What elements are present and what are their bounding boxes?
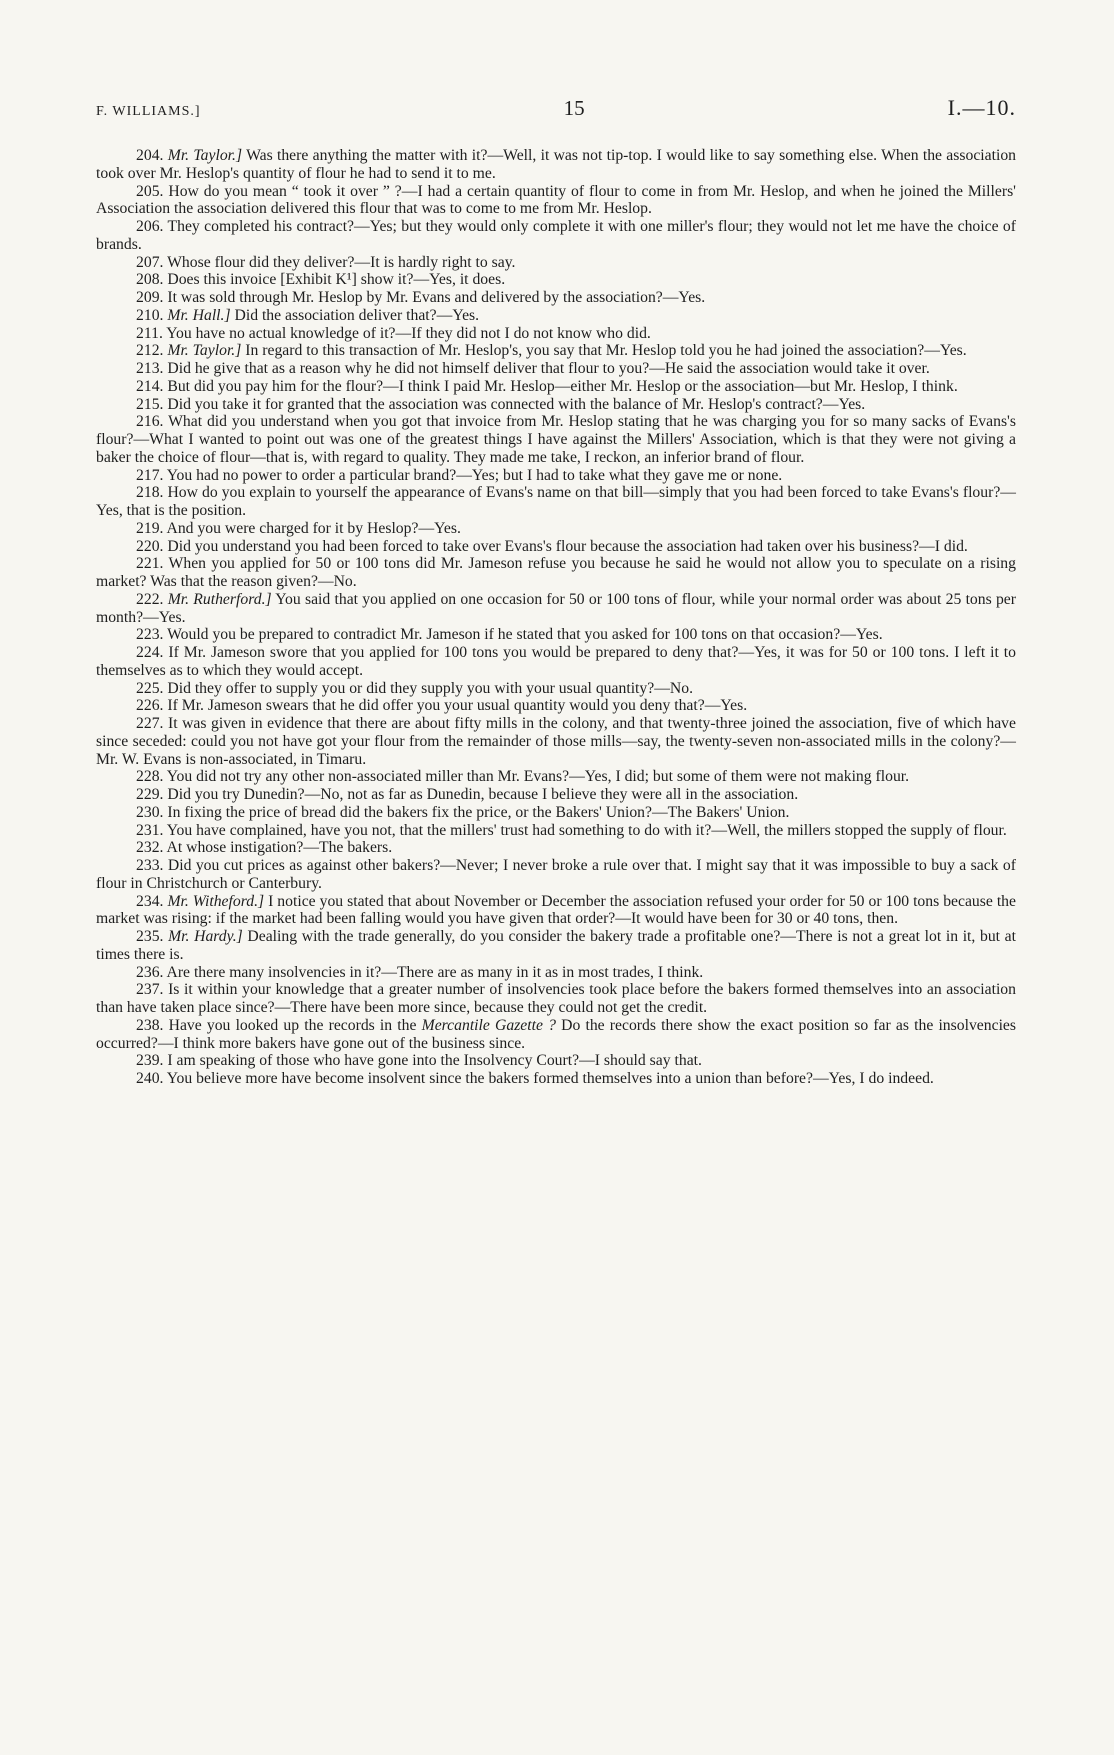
entry-number: 227. <box>136 715 164 732</box>
testimony-entry <box>96 271 1016 289</box>
entry-number: 219. <box>136 519 164 537</box>
entry-number: 209. <box>136 289 164 306</box>
entry-text: Did you understand you had been forced to take over Evans's flour because the association had taken over his business?—I did. <box>163 537 968 555</box>
testimony-entry <box>96 1017 1016 1053</box>
entry-number: 213. <box>136 360 164 377</box>
entry-number: 231. <box>136 821 164 839</box>
entry-text: Dealing with the trade generally, do you consider the bakery trade a profitable one?—There is not a great lot in it, but at times there is. <box>96 928 1016 963</box>
testimony-entry <box>96 342 1016 360</box>
speaker-name: Mr. Rutherford.] <box>167 590 272 608</box>
entry-number: 215. <box>136 395 164 413</box>
entry-text: Does this invoice [Exhibit K¹] show it?—Yes, it does. <box>163 271 506 289</box>
entry-number: 226. <box>136 697 164 715</box>
entry-number: 230. <box>136 803 164 821</box>
entry-number: 204. <box>136 147 164 164</box>
entry-text: In fixing the price of bread did the bakers fix the price, or the Bakers' Union?—The Bakers' Union. <box>163 803 790 821</box>
testimony-entry <box>96 680 1016 698</box>
entry-text: If Mr. Jameson swore that you applied for 100 tons you would be prepared to deny that?—Yes, it was for 50 or 100 tons. I left it to themselves as to which they would accept. <box>96 644 1016 679</box>
speaker-name: Mr. Hall.] <box>167 306 231 324</box>
testimony-entry <box>96 591 1016 627</box>
entry-text: How do you mean “ took it over ” ?—I had a certain quantity of flour to come in from Mr. Heslop, and when he joined the Millers' Association the association delivered this flour that was to come to me from Mr. Heslop. <box>96 182 1016 218</box>
testimony-entry <box>96 413 1016 466</box>
entry-text: Was there anything the matter with it?—Well, it was not tip-top. I would like to say something else. When the association took over Mr. Heslop's quantity of flour he had to send it to me. <box>96 147 1017 182</box>
entry-text: I notice you stated that about November or December the association refused your order for 50 or 100 tons because the market was rising: if the market had been falling would you have given that order?—It would have been for 30 or 40 tons, then. <box>96 892 1016 928</box>
testimony-entry <box>96 786 1016 804</box>
testimony-entry <box>96 928 1016 964</box>
entry-number: 218. <box>136 484 164 502</box>
speaker-name: Mr. Witheford.] <box>167 892 265 910</box>
entry-number: 225. <box>136 679 164 697</box>
speaker-name: Mr. Hardy.] <box>168 928 243 945</box>
entry-text: Did the association deliver that?—Yes. <box>230 306 480 324</box>
entry-text: It was given in evidence that there are about fifty mills in the colony, and that twenty-three joined the association, five of which have since seceded: could you not have got your flour from the remainder of those mills—say, the twenty-seven non-associated mills in the colony?—Mr. W. Evans is non-associated, in Timaru. <box>96 715 1016 768</box>
testimony-entry <box>96 520 1016 538</box>
testimony-entry <box>96 1052 1016 1070</box>
entry-text: Are there many insolvencies in it?—There are as many in it as in most trades, I think. <box>163 963 704 981</box>
header-witness-name: F. WILLIAMS.] <box>96 104 201 119</box>
entry-number: 228. <box>136 768 164 786</box>
entry-number: 207. <box>136 253 164 271</box>
entry-text-continued: Do the records there show the exact position so far as the insolvencies occurred?—I think more bakers have gone out of the business since. <box>96 1016 1016 1052</box>
testimony-entry <box>96 484 1016 520</box>
entry-text: Is it within your knowledge that a greater number of insolvencies took place before the bakers formed themselves into an association than have taken place since?—There have been more since, because they could not get the credit. <box>96 981 1016 1016</box>
entry-text: They completed his contract?—Yes; but they would only complete it with one miller's flour; they would not let me have the choice of brands. <box>96 218 1016 253</box>
document-page <box>96 95 1016 1088</box>
testimony-entry <box>96 307 1016 325</box>
entry-text: Would you be prepared to contradict Mr. Jameson if he stated that you asked for 100 tons on that occasion?—Yes. <box>163 626 883 644</box>
entry-number: 220. <box>136 537 164 555</box>
entry-number: 233. <box>136 857 164 874</box>
testimony-entry <box>96 1070 1016 1088</box>
testimony-entry <box>96 981 1016 1017</box>
entry-number: 234. <box>136 892 164 910</box>
entry-text: In regard to this transaction of Mr. Heslop's, you say that Mr. Heslop told you he had joined the association?—Yes. <box>241 342 967 360</box>
page-number: 15 <box>563 96 585 120</box>
entry-text: You have complained, have you not, that the millers' trust had something to do with it?—Well, the millers stopped the supply of flour. <box>163 821 1007 839</box>
document-reference: I.—10. <box>947 95 1016 120</box>
entry-text: Did they offer to supply you or did they supply you with your usual quantity?—No. <box>163 679 693 697</box>
testimony-entry <box>96 857 1016 893</box>
entry-text: Did you take it for granted that the association was connected with the balance of Mr. Heslop's contract?—Yes. <box>163 395 866 413</box>
testimony-entry <box>96 893 1016 929</box>
entry-number: 229. <box>136 786 164 803</box>
entry-text: I am speaking of those who have gone into the Insolvency Court?—I should say that. <box>163 1052 702 1070</box>
entry-number: 214. <box>136 377 164 395</box>
testimony-entry <box>96 183 1016 219</box>
entry-number: 222. <box>136 590 164 608</box>
entry-text: When you applied for 50 or 100 tons did Mr. Jameson refuse you because he said he would not allow you to speculate on a rising market? Was that the reason given?—No. <box>96 555 1016 590</box>
testimony-entry <box>96 218 1016 254</box>
testimony-entry <box>96 768 1016 786</box>
entry-number: 210. <box>136 306 164 324</box>
testimony-entry <box>96 644 1016 680</box>
entry-text: You said that you applied on one occasion for 50 or 100 tons of flour, while your normal order was about 25 tons per month?—Yes. <box>96 590 1016 626</box>
testimony-entry <box>96 396 1016 414</box>
entry-number: 237. <box>136 981 164 999</box>
entry-text: You did not try any other non-associated miller than Mr. Evans?—Yes, I did; but some of them were not making flour. <box>163 768 910 786</box>
speaker-name: Mr. Taylor.] <box>167 342 242 360</box>
entry-number: 239. <box>136 1052 164 1070</box>
entry-number: 212. <box>136 342 164 360</box>
entry-number: 236. <box>136 963 164 981</box>
speaker-name: Mr. Taylor.] <box>167 147 243 164</box>
testimony-entry <box>96 822 1016 840</box>
testimony-entry <box>96 715 1016 768</box>
testimony-entry <box>96 254 1016 272</box>
entry-text: You have no actual knowledge of it?—If they did not I do not know who did. <box>162 324 651 342</box>
entry-number: 235. <box>136 928 164 945</box>
testimony-entry <box>96 839 1016 857</box>
entry-text: If Mr. Jameson swears that he did offer you your usual quantity would you deny that?—Yes. <box>163 697 748 715</box>
page-header <box>96 95 1016 135</box>
testimony-body <box>96 147 1016 1088</box>
entry-text: What did you understand when you got that invoice from Mr. Heslop stating that he was charging you for so many sacks of Evans's flour?—What I wanted to point out was one of the greatest things I have against the Millers' Association, which is that they were not giving a baker the choice of flour—that is, with regard to quality. They made me take, I reckon, an inferior brand of flour. <box>96 413 1016 466</box>
entry-text: Have you looked up the records in the <box>163 1016 422 1034</box>
entry-number: 205. <box>136 182 164 200</box>
entry-text: Whose flour did they deliver?—It is hardly right to say. <box>163 253 516 271</box>
entry-text: You had no power to order a particular brand?—Yes; but I had to take what they gave me or none. <box>163 466 783 484</box>
publication-title: Mercantile Gazette ? <box>421 1016 556 1034</box>
testimony-entry <box>96 804 1016 822</box>
entry-text: Did you cut prices as against other bakers?—Never; I never broke a rule over that. I might say that it was impossible to buy a sack of flour in Christchurch or Canterbury. <box>96 857 1016 892</box>
entry-text: But did you pay him for the flour?—I think I paid Mr. Heslop—either Mr. Heslop or the association—but Mr. Heslop, I think. <box>163 377 958 395</box>
testimony-entry <box>96 289 1016 307</box>
entry-number: 217. <box>136 466 164 484</box>
testimony-entry <box>96 626 1016 644</box>
testimony-entry <box>96 964 1016 982</box>
entry-text: How do you explain to yourself the appearance of Evans's name on that bill—simply that you had been forced to take Evans's flour?—Yes, that is the position. <box>96 484 1016 519</box>
entry-number: 221. <box>136 555 164 573</box>
entry-text: Did he give that as a reason why he did not himself deliver that flour to you?—He said the association would take it over. <box>163 360 930 377</box>
entry-number: 240. <box>136 1070 164 1087</box>
entry-text: It was sold through Mr. Heslop by Mr. Evans and delivered by the association?—Yes. <box>163 289 706 306</box>
entry-number: 238. <box>136 1016 164 1034</box>
entry-number: 224. <box>136 644 164 661</box>
entry-number: 206. <box>136 218 164 235</box>
entry-text: At whose instigation?—The bakers. <box>163 839 393 857</box>
entry-text: And you were charged for it by Heslop?—Yes. <box>163 519 461 537</box>
testimony-entry <box>96 147 1016 183</box>
entry-text: Did you try Dunedin?—No, not as far as Dunedin, because I believe they were all in the association. <box>163 786 799 803</box>
testimony-entry <box>96 555 1016 591</box>
testimony-entry <box>96 360 1016 378</box>
testimony-entry <box>96 378 1016 396</box>
testimony-entry <box>96 697 1016 715</box>
entry-number: 211. <box>136 324 163 342</box>
testimony-entry <box>96 467 1016 485</box>
testimony-entry <box>96 325 1016 343</box>
entry-number: 232. <box>136 839 164 857</box>
entry-number: 223. <box>136 626 164 644</box>
entry-number: 208. <box>136 271 164 289</box>
entry-number: 216. <box>136 413 164 431</box>
testimony-entry <box>96 538 1016 556</box>
entry-text: You believe more have become insolvent since the bakers formed themselves into a union than before?—Yes, I do indeed. <box>163 1070 934 1087</box>
